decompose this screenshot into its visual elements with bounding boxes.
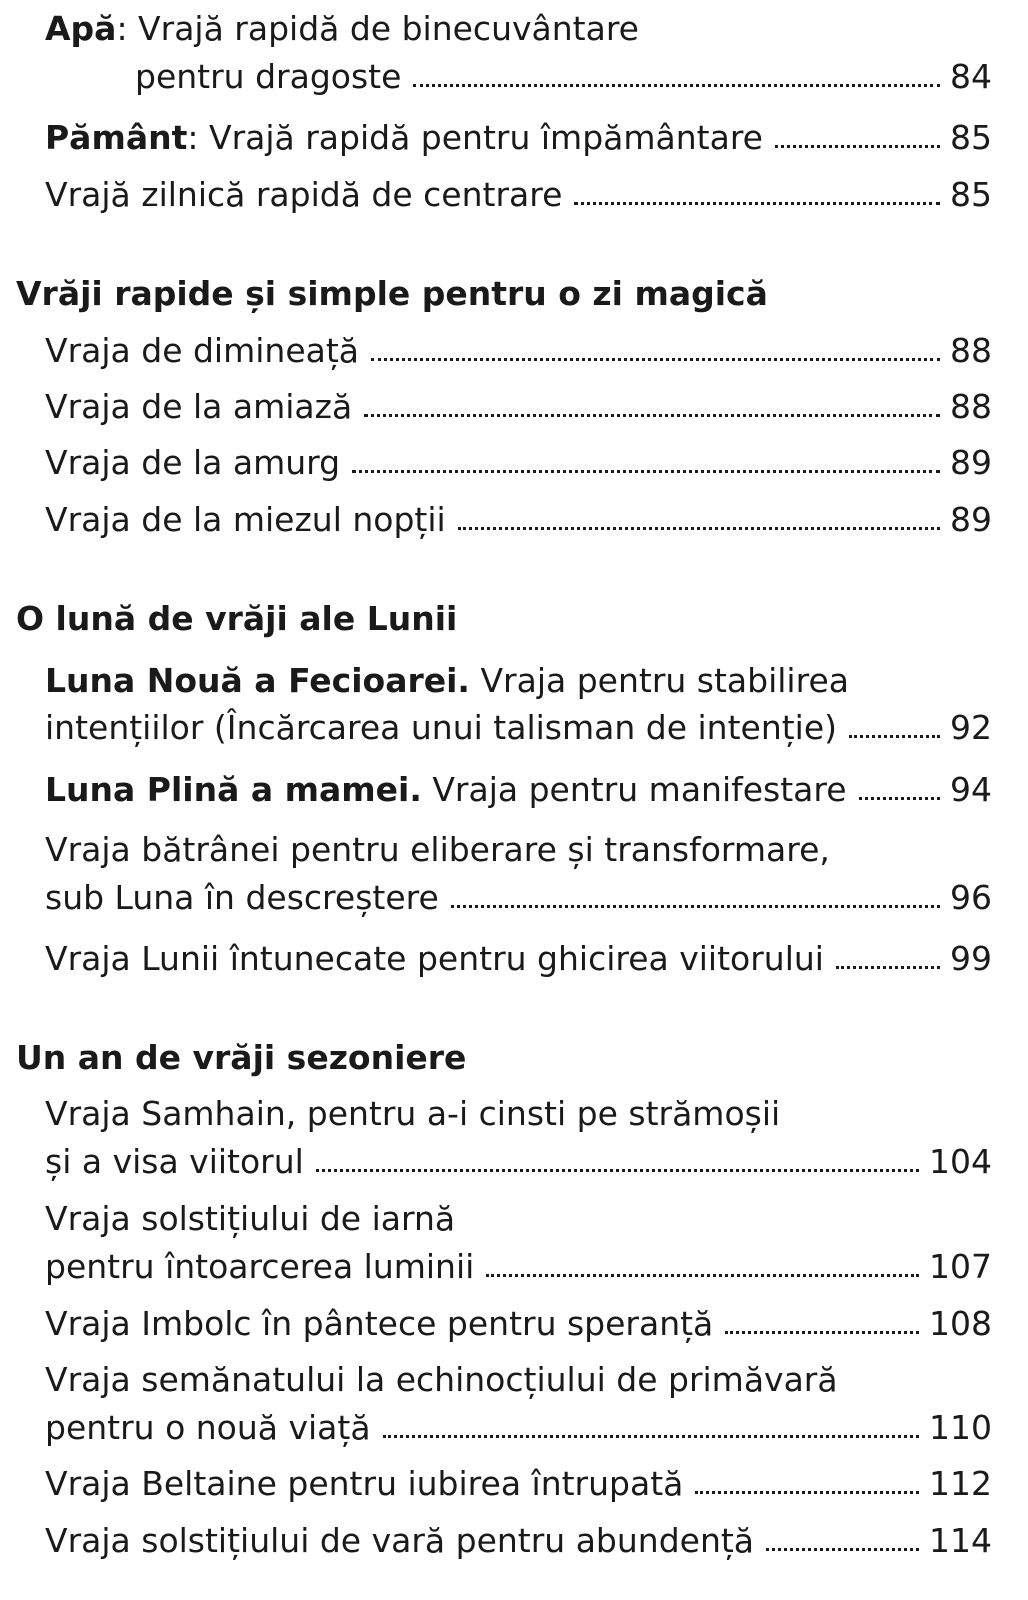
dot-leader: [383, 1434, 919, 1438]
toc-entry[interactable]: [45, 1356, 992, 1404]
entry-title-cont: pentru o nouă viață: [45, 1408, 371, 1447]
page-number: 96: [950, 878, 992, 917]
page-number: 85: [950, 118, 992, 157]
entry-prefix: Pământ: [45, 118, 188, 157]
entry-title-cont: intențiilor (Încărcarea unui talisman de intenție): [45, 708, 838, 747]
page-number: 88: [950, 331, 992, 370]
page-number: 89: [950, 500, 992, 539]
entry-title: Vrajă rapidă pentru împământare: [209, 118, 763, 157]
page-number: 99: [950, 939, 992, 978]
page-number: 114: [929, 1521, 992, 1560]
page-number: 110: [929, 1408, 992, 1447]
toc-entry[interactable]: [45, 496, 992, 544]
toc-entry-cont[interactable]: [45, 1243, 992, 1291]
entry-title: Vraja Beltaine pentru iubirea întrupată: [45, 1464, 684, 1503]
toc-entry[interactable]: [45, 439, 992, 487]
toc-entry[interactable]: [45, 935, 992, 983]
entry-title: Vraja Lunii întunecate pentru ghicirea viitorului: [45, 939, 824, 978]
entry-title: Vraja de la amurg: [45, 443, 341, 482]
entry-prefix: Apă: [45, 9, 117, 48]
entry-title-cont: pentru dragoste: [135, 57, 402, 96]
entry-title: Vraja bătrânei pentru eliberare și transformare,: [45, 830, 830, 869]
dot-leader: [725, 1330, 919, 1334]
page-number: 88: [950, 387, 992, 426]
toc-entry-cont[interactable]: [45, 704, 992, 752]
dot-leader: [458, 526, 940, 530]
dot-leader: [775, 144, 940, 148]
dot-leader: [574, 201, 940, 205]
toc-entry-cont[interactable]: [45, 1404, 992, 1452]
entry-title: Vraja solstițiului de iarnă: [45, 1199, 456, 1238]
toc-entry-cont[interactable]: [45, 874, 992, 922]
entry-title: Vraja pentru stabilirea: [469, 661, 849, 700]
entry-prefix: Luna Plină a mamei.: [45, 770, 422, 809]
entry-title: Vraja solstițiului de vară pentru abundență: [45, 1521, 755, 1560]
page-number: 104: [929, 1142, 992, 1181]
toc-entry[interactable]: [45, 383, 992, 431]
entry-sep: :: [116, 9, 139, 48]
toc-entry[interactable]: [45, 826, 992, 874]
toc-entry[interactable]: [45, 1300, 992, 1348]
entry-title: Vraja Imbolc în pântece pentru speranță: [45, 1304, 714, 1343]
toc-entry[interactable]: [45, 1195, 992, 1243]
toc-entry[interactable]: [45, 327, 992, 375]
entry-title-cont: sub Luna în descreștere: [45, 878, 439, 917]
page-number: 108: [929, 1304, 992, 1343]
dot-leader: [352, 469, 940, 473]
dot-leader: [316, 1168, 919, 1172]
toc-entry[interactable]: [45, 1517, 992, 1565]
toc-entry-pamant[interactable]: [45, 114, 992, 162]
page-number: 107: [929, 1247, 992, 1286]
entry-title: Vrajă zilnică rapidă de centrare: [45, 175, 563, 214]
toc-entry[interactable]: [45, 1460, 992, 1508]
toc-entry-centrare[interactable]: [45, 171, 992, 219]
section-heading: O lună de vrăji ale Lunii: [16, 599, 458, 638]
entry-title: Vraja semănatului la echinocțiului de primăvară: [45, 1360, 838, 1399]
entry-title: Vraja de la amiază: [45, 387, 353, 426]
dot-leader: [766, 1547, 919, 1551]
toc-entry[interactable]: [45, 657, 992, 705]
toc-entry[interactable]: [45, 766, 992, 814]
section-heading: Un an de vrăji sezoniere: [16, 1038, 467, 1077]
page-number: 85: [950, 175, 992, 214]
dot-leader: [849, 734, 940, 738]
dot-leader: [371, 357, 940, 361]
entry-sep: :: [187, 118, 209, 157]
dot-leader: [836, 965, 940, 969]
page-number: 112: [929, 1464, 992, 1503]
dot-leader: [413, 83, 940, 87]
toc-entry-cont[interactable]: [45, 1138, 992, 1186]
dot-leader: [859, 796, 940, 800]
page-number: 89: [950, 443, 992, 482]
toc-entry-apa[interactable]: [45, 5, 992, 53]
entry-title: Vrajă rapidă de binecuvântare: [138, 9, 639, 48]
page-number: 84: [950, 57, 992, 96]
toc-entry-apa-cont[interactable]: [135, 53, 992, 101]
toc-entry[interactable]: [45, 1090, 992, 1138]
section-heading: Vrăji rapide și simple pentru o zi magică: [16, 274, 768, 313]
entry-title: Vraja de la miezul nopții: [45, 500, 446, 539]
entry-title: Vraja pentru manifestare: [421, 770, 847, 809]
entry-title: Vraja de dimineață: [45, 331, 360, 370]
dot-leader: [695, 1490, 919, 1494]
entry-title: Vraja Samhain, pentru a-i cinsti pe strămoșii: [45, 1094, 781, 1133]
entry-title-cont: și a visa viitorul: [45, 1142, 304, 1181]
dot-leader: [364, 413, 940, 417]
entry-title-cont: pentru întoarcerea luminii: [45, 1247, 475, 1286]
page-number: 92: [950, 708, 992, 747]
dot-leader: [486, 1273, 919, 1277]
entry-prefix: Luna Nouă a Fecioarei.: [45, 661, 470, 700]
page-number: 94: [950, 770, 992, 809]
dot-leader: [451, 904, 940, 908]
